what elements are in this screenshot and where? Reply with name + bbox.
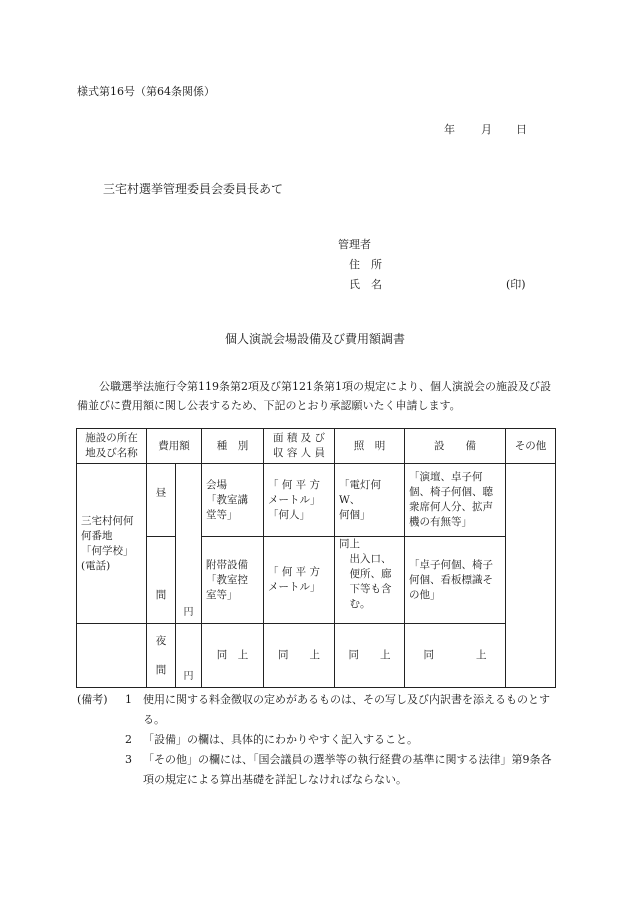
day-label-cell: 昼 [147, 464, 176, 537]
row1-type-cell: 会場 「教室講 堂等」 [202, 464, 264, 537]
intro-paragraph: 公職選挙法施行令第119条第2項及び第121条第1項の規定により、個人演説会の施設及び設備並びに費用額に関し公表するため、下記のとおり承認願いたく申請します。 [77, 380, 551, 412]
manager-name-label: 氏 名 [349, 278, 382, 291]
note-number: 3 [125, 753, 132, 766]
notes-section [77, 690, 557, 790]
header-location: 施設の所在 地及び名称 [77, 429, 147, 464]
header-type: 種 別 [202, 429, 264, 464]
table-row [77, 464, 556, 537]
row3-equipment-cell: 同 上 [405, 624, 506, 688]
note-item [77, 750, 557, 790]
row3-type-cell: 同 上 [202, 624, 264, 688]
location-cell-empty [77, 624, 147, 688]
date-month-label: 月 [481, 123, 492, 136]
night-yen-cell: 円 [176, 624, 202, 688]
date-day-label: 日 [516, 123, 527, 136]
location-cell: 三宅村何何 何番地 「何学校」 (電話) [77, 464, 147, 624]
note-text: 「その他」の欄には、「国会議員の選挙等の執行経費の基準に関する法律」第9条各項の規定による算出基礎を詳記しなければならない。 [143, 753, 552, 786]
table-row [77, 537, 556, 624]
cost-table [76, 428, 556, 688]
row2-type-cell: 附帯設備 「教室控 室等」 [202, 537, 264, 624]
other-cell [506, 464, 556, 688]
note-text: 「設備」の欄は、具体的にわかりやすく記入すること。 [143, 733, 418, 746]
header-cost: 費用額 [147, 429, 202, 464]
notes-label: (備考) [77, 693, 108, 706]
note-item [77, 730, 557, 750]
row1-equipment-cell: 「演壇、卓子何 個、椅子何個、聴 衆席何人分、拡声 機の有無等」 [405, 464, 506, 537]
row2-equipment-cell: 「卓子何個、椅子 何個、看板標識そ の他」 [405, 537, 506, 624]
form-number: 様式第16号（第64条関係） [77, 85, 215, 98]
row3-lighting-cell: 同 上 [335, 624, 405, 688]
header-area: 面 積 及 び 収 容 人 員 [264, 429, 335, 464]
day-yen-cell: 円 [176, 464, 202, 624]
note-number: 2 [125, 733, 132, 746]
header-equipment: 設 備 [405, 429, 506, 464]
day-label2-cell: 間 [147, 537, 176, 624]
row2-area-cell: 「 何 平 方 メートル」 [264, 537, 335, 624]
row3-area-cell: 同 上 [264, 624, 335, 688]
row1-lighting-cell: 「電灯何W、 何個」 [335, 464, 405, 537]
header-lighting: 照 明 [335, 429, 405, 464]
document-title: 個人演説会場設備及び費用額調書 [224, 332, 405, 346]
manager-address-label: 住 所 [349, 258, 382, 271]
note-text: 使用に関する料金徴収の定めがあるものは、その写し及び内訳書を添えるものとする。 [143, 693, 550, 726]
row1-area-cell: 「 何 平 方 メートル」 「何人」 [264, 464, 335, 537]
header-other: その他 [506, 429, 556, 464]
row2-lighting-cell: 同上 出入口、 便所、廊 下等も含 む。 [335, 537, 405, 624]
table-header-row [77, 429, 556, 464]
manager-label: 管理者 [338, 238, 371, 251]
addressee: 三宅村選挙管理委員会委員長あて [103, 182, 284, 196]
note-item [77, 690, 557, 730]
date-year-label: 年 [444, 123, 455, 136]
table-row [77, 624, 556, 688]
note-number: 1 [125, 693, 132, 706]
seal-mark: (印) [506, 278, 526, 291]
night-label-cell: 夜 間 [147, 624, 176, 688]
